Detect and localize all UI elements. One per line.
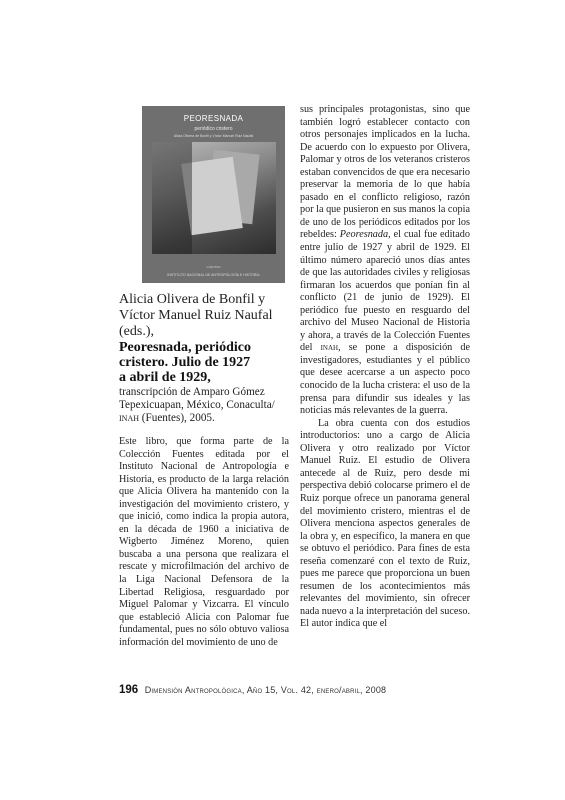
details-line: transcripción de Amparo Gómez	[119, 386, 265, 398]
details-line	[119, 412, 299, 425]
details-line: Tepexicuapan, México, Conaculta/	[119, 399, 275, 412]
body-paragraph	[300, 104, 470, 418]
title-line: Peoresnada, periódico	[119, 340, 251, 355]
inah-abbreviation: inah	[119, 412, 139, 425]
newspaper-title-italic: Peoresnada	[339, 229, 389, 241]
cover-series-mark: FUENTES	[206, 265, 221, 269]
reference-authors	[119, 292, 299, 340]
body-column-right	[300, 104, 470, 631]
book-cover-image	[142, 106, 285, 283]
cover-subtitle: periódico cristero	[194, 126, 233, 132]
paragraph-text: sus principales protagonistas, sino que también logró establecer contacto con otros personajes implicados en la lucha. De acuerdo con lo expuesto por Olivera, Palomar y otros de los veteranos cristeros estaban convencidos de que era necesario preservar la memoria de lo que había pasado en el conflicto religioso, razón por la que pusieron en sus manos la copia de uno de los periódicos editados por los rebeldes:	[300, 104, 470, 241]
cover-publisher: INSTITUTO NACIONAL DE ANTROPOLOGÍA E HISTORIA	[167, 273, 260, 277]
cover-authors: Alicia Olivera de Bonfil y Víctor Manuel Ruiz Naufal	[173, 134, 254, 138]
title-line: cristero. Julio de 1927	[119, 355, 251, 370]
page-number: 196	[119, 684, 139, 696]
authors-line: Víctor Manuel Ruiz Naufal	[119, 308, 273, 323]
paragraph-text: , el cual fue editado entre julio de 1927 y abril de 1929. El último número apareció unos días antes de que las autoridades civiles y religiosas firmaran los acuerdos que ponían fin al conflicto (21 de junio de 1929). El periódico fue puesto en resguardo del archivo del Museo Nacional de Historia y ahora, a través de la Colección Fuentes del	[300, 229, 470, 354]
paragraph-text: , se pone a disposición de investigadores, estudiantes y el público que desee acercarse a un aspecto poco conocido de la lucha cristera: el uso de la prensa para difundir sus ideales y las noticias más relevantes de la guerra.	[300, 342, 470, 417]
details-line-rest: (Fuentes), 2005.	[139, 412, 215, 425]
body-paragraph: La obra cuenta con dos estudios introductorios: uno a cargo de Alicia Olivera y otro realizado por Víctor Manuel Ruiz. El estudio de Olivera antecede al de Ruiz, pero desde mi perspectiva debió colocarse primero el de Ruiz porque ofrece un panorama general del movimiento cristero, mientras el de Olivera menciona aspectos generales de la obra y, en específico, la manera en que se obtuvo el periódico. Para fines de esta reseña comenzaré con el texto de Ruiz, pues me parece que proporciona un buen resumen de los acontecimientos más relevantes del movimiento, sin ofrecer nada nuevo a la interpretación del suceso. El autor indica que el	[300, 417, 471, 630]
authors-line: Alicia Olivera de Bonfil y	[119, 292, 266, 307]
page-footer	[119, 684, 386, 696]
authors-line: (eds.),	[119, 324, 154, 339]
body-paragraph: Este libro, que forma parte de la Colección Fuentes editada por el Instituto Nacional de Antropología e Historia, es producto de la larga relación que Alicia Olivera ha mantenido con la investigación del movimiento cristero, y que inició, como indica la propia autora, en la década de 1960 a iniciativa de Wigberto Jiménez Moreno, quien buscaba a una persona que realizara el rescate y microfilmación del archivo de la Liga Nacional Defensora de la Libertad Religiosa, resguardado por Miguel Palomar y Vizcarra. El vínculo que estableció Alicia con Palomar fue fundamental, pues no sólo obtuvo valiosa información del movimiento de uno de	[119, 436, 289, 648]
bibliographic-reference	[119, 292, 299, 426]
cover-title: PEORESNADA	[183, 114, 244, 123]
body-column-left	[119, 436, 289, 649]
cover-photo	[152, 142, 276, 254]
journal-citation: Dimensión Antropológica, Año 15, Vol. 42, enero/abril, 2008	[144, 685, 387, 695]
reference-book-title	[119, 340, 299, 385]
cover-shadow	[152, 142, 192, 254]
inah-abbreviation: inah	[320, 342, 339, 354]
reference-details	[119, 386, 299, 426]
title-line: a abril de 1929,	[119, 370, 211, 385]
